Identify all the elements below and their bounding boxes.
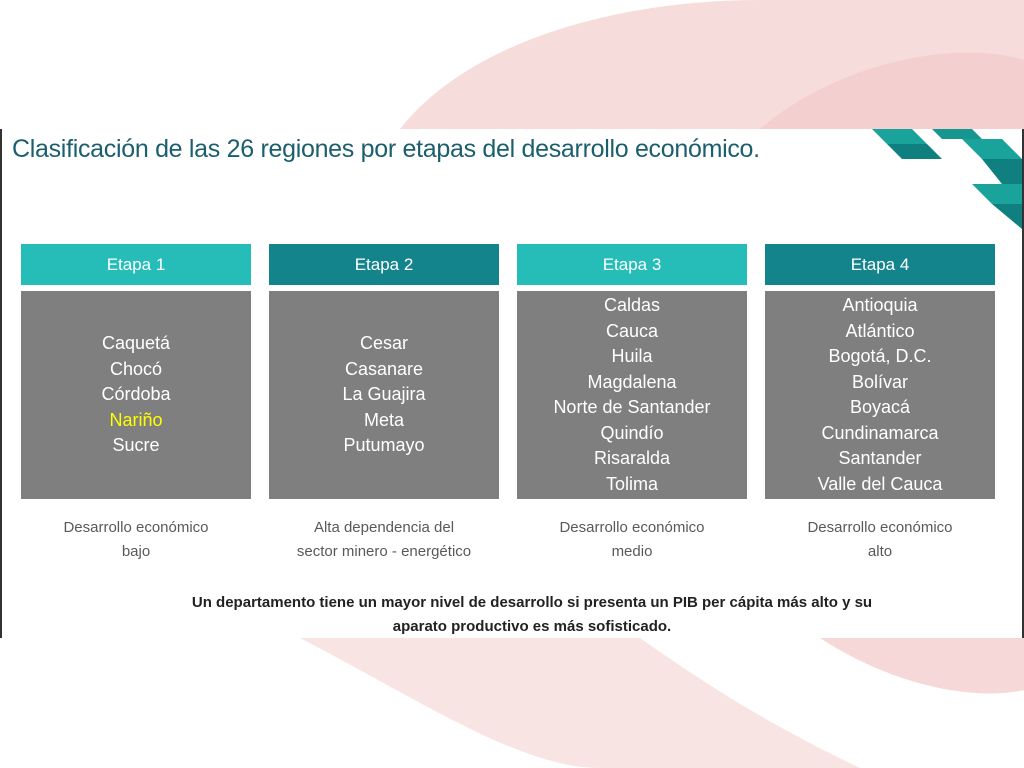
stage-column-2 (269, 244, 499, 560)
stage-caption-line2: bajo (121, 543, 151, 560)
region-item: Bogotá, D.C. (828, 346, 932, 366)
region-item: Antioquia (842, 295, 918, 315)
region-item: Meta (363, 409, 405, 430)
region-item: Chocó (109, 358, 162, 379)
stage-caption-line2: medio (611, 543, 653, 560)
region-list-2 (342, 331, 425, 459)
region-item: Cesar (359, 333, 408, 354)
region-item: Cundinamarca (821, 422, 939, 443)
stage-regions-box-2 (269, 291, 499, 499)
stage-caption-4 (765, 516, 995, 564)
region-item: Santander (838, 448, 922, 468)
region-item: Cauca (605, 320, 658, 341)
region-item: Sucre (112, 435, 160, 456)
slide-content (0, 129, 1024, 638)
stage-column-3 (517, 244, 747, 560)
region-item: Norte de Santander (553, 397, 711, 417)
page-title: Clasificación de las 26 regiones por etapas del desarrollo económico. (12, 135, 760, 163)
stage-header-2: Etapa 2 (269, 244, 499, 285)
stage-column-1 (21, 244, 251, 560)
stage-column-4 (765, 244, 995, 560)
stage-caption-line1: Alta dependencia del (313, 519, 455, 536)
stage-caption-line1: Desarrollo económico (559, 519, 705, 536)
development-note (132, 591, 932, 639)
stage-caption-2 (269, 516, 499, 564)
region-item: Atlántico (845, 320, 915, 341)
region-list-4 (818, 293, 943, 497)
region-item: Caldas (603, 295, 660, 315)
region-item: Risaralda (593, 448, 671, 468)
region-item: La Guajira (342, 384, 426, 405)
stage-caption-3 (517, 516, 747, 564)
corner-logo-graphic (872, 129, 1022, 229)
stage-caption-line2: sector minero - energético (296, 543, 472, 560)
stage-caption-line2: alto (867, 543, 893, 560)
stage-header-3: Etapa 3 (517, 244, 747, 285)
note-line1: Un departamento tiene un mayor nivel de desarrollo si presenta un PIB per cápita más alto y su (191, 594, 873, 611)
region-item: Quindío (600, 422, 664, 443)
region-item: Caquetá (101, 333, 171, 354)
region-item: Nariño (109, 409, 163, 430)
region-item: Putumayo (343, 435, 425, 456)
region-list-3 (553, 293, 710, 497)
stage-caption-1 (21, 516, 251, 564)
note-line2: aparato productivo es más sofisticado. (392, 618, 672, 635)
stage-regions-box-1 (21, 291, 251, 499)
region-item: Casanare (344, 358, 424, 379)
region-item: Tolima (605, 473, 658, 494)
stage-caption-line1: Desarrollo económico (63, 519, 209, 536)
stage-regions-box-3 (517, 291, 747, 499)
stage-regions-box-4 (765, 291, 995, 499)
region-item: Bolívar (851, 371, 909, 392)
region-item: Huila (611, 346, 653, 366)
region-item: Magdalena (587, 371, 677, 392)
stage-caption-line1: Desarrollo económico (807, 519, 953, 536)
stage-header-4: Etapa 4 (765, 244, 995, 285)
stage-header-1: Etapa 1 (21, 244, 251, 285)
region-item: Córdoba (101, 384, 171, 405)
region-item: Boyacá (849, 397, 911, 417)
region-list-1 (101, 331, 170, 459)
region-item: Valle del Cauca (817, 473, 943, 494)
